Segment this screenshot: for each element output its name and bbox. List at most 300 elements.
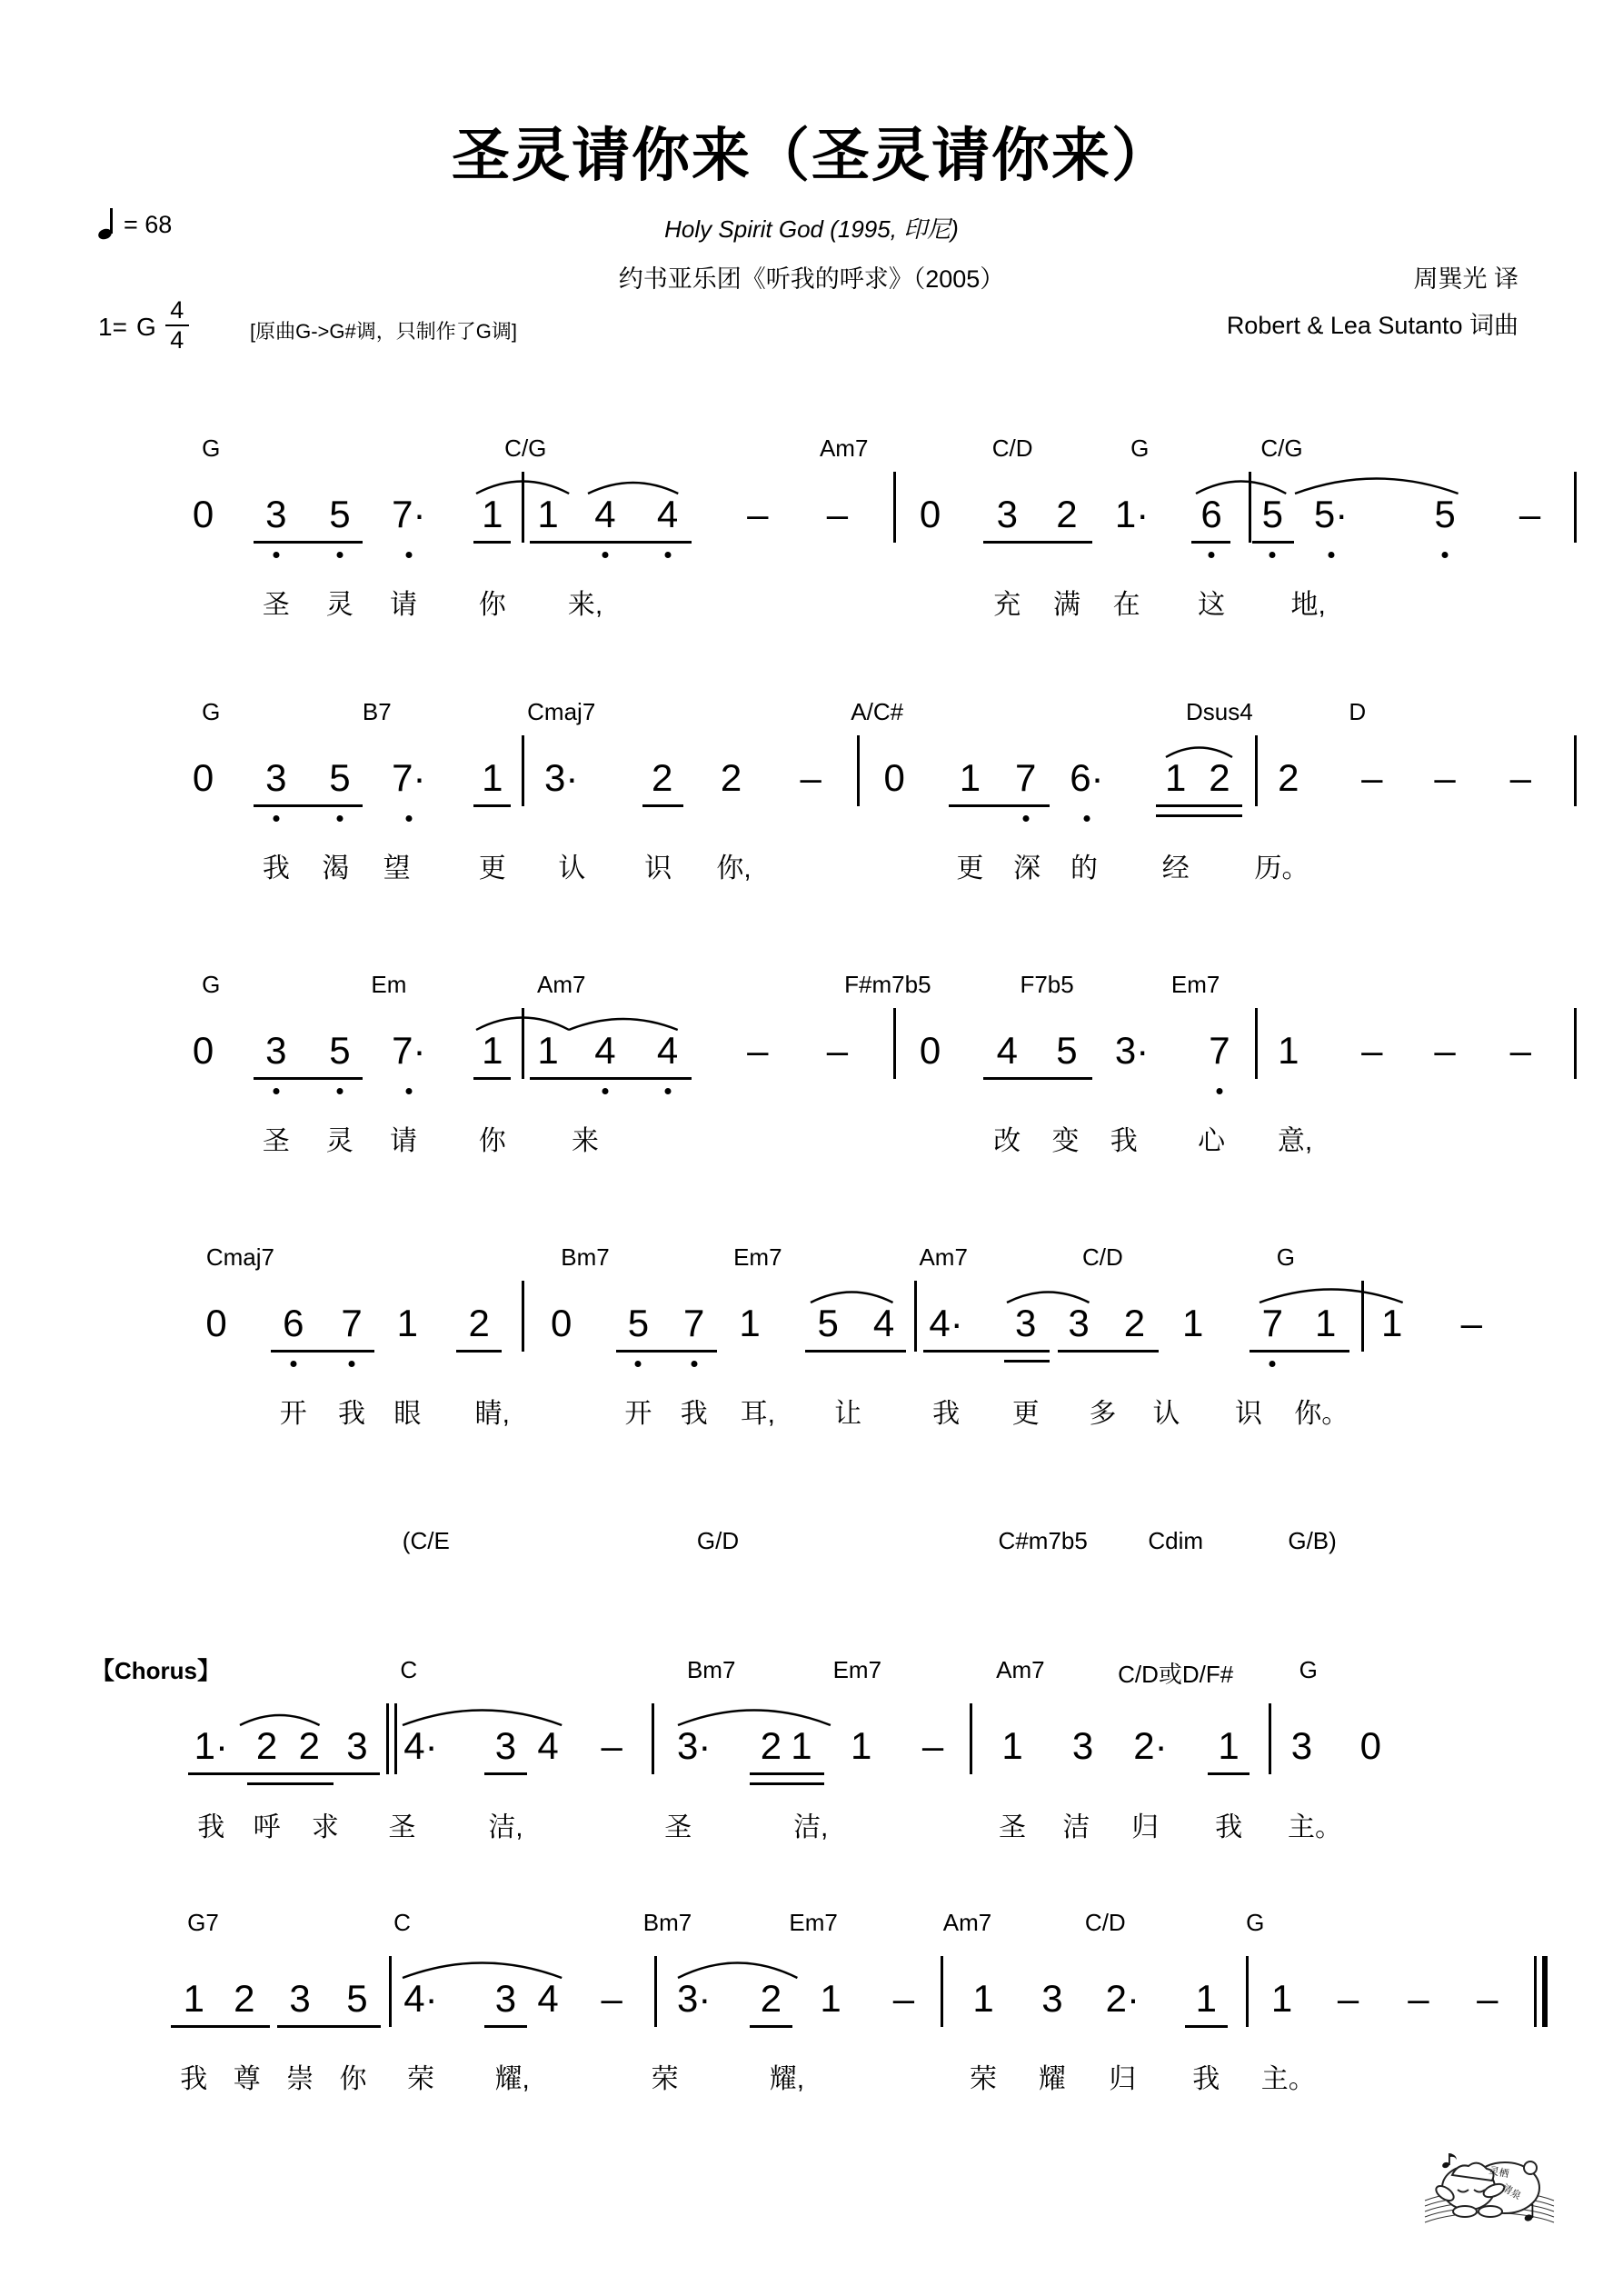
chord-symbol: C/D bbox=[991, 434, 1033, 462]
note-number: 7 bbox=[341, 1302, 363, 1344]
lyric-syllable: 耳, bbox=[740, 1399, 775, 1429]
note-number: 5 bbox=[329, 493, 351, 535]
beam-line bbox=[277, 2025, 381, 2028]
chord-symbol: F7b5 bbox=[1020, 971, 1074, 998]
octave-dot bbox=[349, 1361, 355, 1367]
beam-line bbox=[642, 804, 683, 807]
note-number: 7 bbox=[683, 1302, 705, 1344]
note-number: 4 bbox=[656, 493, 679, 535]
note-number: 1 bbox=[183, 1977, 204, 2020]
note-number: 6· bbox=[1070, 756, 1104, 799]
slur-arc bbox=[678, 1951, 797, 1980]
note-number: 0 bbox=[1359, 1724, 1381, 1767]
beam-line bbox=[1250, 1350, 1349, 1353]
note-sustain-dash: – bbox=[1460, 1302, 1482, 1344]
note-number: 2 bbox=[1123, 1302, 1146, 1344]
lyric-syllable: 识 bbox=[644, 854, 672, 883]
note-sustain-dash: – bbox=[1361, 756, 1383, 799]
chord-symbol: G7 bbox=[187, 1909, 219, 1936]
octave-dot bbox=[664, 1088, 671, 1094]
barline bbox=[941, 1956, 943, 2027]
chord-symbol: D bbox=[1349, 698, 1367, 725]
barline bbox=[914, 1281, 917, 1352]
note-number: 7· bbox=[392, 493, 426, 535]
note-sustain-dash: – bbox=[601, 1977, 622, 2020]
note-number: 3 bbox=[494, 1977, 517, 2020]
note-number: 4 bbox=[656, 1029, 679, 1072]
note-number: 2 bbox=[760, 1724, 782, 1767]
lyric-syllable: 睛, bbox=[474, 1399, 510, 1429]
lyric-syllable: 我 bbox=[680, 1399, 708, 1429]
note-number: 5 bbox=[329, 756, 351, 799]
note-number: 3 bbox=[346, 1724, 368, 1767]
note-number: 4· bbox=[403, 1724, 438, 1767]
lyric-syllable: 洁, bbox=[793, 1812, 829, 1842]
note-number: 4 bbox=[537, 1724, 559, 1767]
octave-dot bbox=[691, 1361, 697, 1367]
lyric-syllable: 荣 bbox=[406, 2064, 434, 2094]
lyric-syllable: 来, bbox=[567, 590, 603, 620]
note-number: 0 bbox=[551, 1302, 573, 1344]
note-number: 2 bbox=[760, 1977, 782, 2020]
chord-symbol: B7 bbox=[362, 698, 392, 725]
key-signature bbox=[98, 296, 189, 354]
note-number: 0 bbox=[883, 756, 905, 799]
note-sustain-dash: – bbox=[826, 1029, 849, 1072]
alt-chord-symbol: Cdim bbox=[1148, 1527, 1204, 1554]
lyric-syllable: 识 bbox=[1235, 1399, 1262, 1429]
barline bbox=[522, 735, 524, 806]
note-sustain-dash: – bbox=[892, 1977, 915, 2020]
octave-dot bbox=[664, 552, 671, 558]
alt-chord-symbol: G/D bbox=[696, 1527, 740, 1554]
beam-line bbox=[530, 541, 692, 544]
slur-arc bbox=[1007, 1284, 1090, 1304]
barline bbox=[652, 1703, 654, 1774]
note-sustain-dash: – bbox=[800, 756, 821, 799]
lyric-syllable: 深 bbox=[1013, 854, 1041, 883]
lyric-syllable: 更 bbox=[478, 854, 506, 883]
beam-line bbox=[171, 2025, 269, 2028]
note-number: 5 bbox=[817, 1302, 839, 1344]
time-signature-denominator: 4 bbox=[170, 326, 184, 354]
barline bbox=[1574, 472, 1577, 543]
lyric-syllable: 历。 bbox=[1254, 854, 1309, 883]
lyric-syllable: 主。 bbox=[1288, 1812, 1342, 1842]
barline bbox=[857, 735, 860, 806]
slur-arc bbox=[811, 1284, 893, 1304]
chord-symbol: C/D bbox=[1084, 1909, 1126, 1936]
note-number: 1 bbox=[972, 1977, 994, 2020]
lyric-syllable: 灵 bbox=[325, 590, 353, 620]
note-number: 7· bbox=[392, 756, 426, 799]
barline bbox=[970, 1703, 972, 1774]
note-number: 4 bbox=[537, 1977, 559, 2020]
chord-symbol: Em7 bbox=[733, 1243, 782, 1271]
lyric-syllable: 的 bbox=[1070, 854, 1098, 883]
lyric-syllable: 我 bbox=[1110, 1126, 1138, 1156]
note-sustain-dash: – bbox=[1361, 1029, 1383, 1072]
note-number: 2 bbox=[298, 1724, 320, 1767]
note-number: 2 bbox=[720, 756, 742, 799]
octave-dot bbox=[405, 1088, 412, 1094]
octave-dot bbox=[1328, 552, 1334, 558]
beam-line bbox=[1208, 1772, 1250, 1775]
chord-symbol: Em bbox=[371, 971, 407, 998]
lyric-syllable: 你。 bbox=[1294, 1399, 1349, 1429]
credit-translator: 周巽光 译 bbox=[1413, 265, 1518, 293]
note-number: 1 bbox=[482, 756, 503, 799]
lyric-syllable: 灵 bbox=[325, 1126, 353, 1156]
note-number: 0 bbox=[205, 1302, 227, 1344]
chord-symbol: Am7 bbox=[819, 434, 869, 462]
note-number: 5 bbox=[1056, 1029, 1078, 1072]
note-number: 3· bbox=[544, 756, 579, 799]
note-number: 1 bbox=[1181, 1302, 1204, 1344]
beam-line bbox=[456, 1350, 502, 1353]
note-number: 3 bbox=[265, 756, 287, 799]
lyric-syllable: 让 bbox=[834, 1399, 862, 1429]
note-number: 4 bbox=[594, 493, 616, 535]
note-number: 4· bbox=[403, 1977, 438, 2020]
barline bbox=[893, 472, 896, 543]
chord-symbol: Am7 bbox=[996, 1656, 1045, 1683]
note-number: 1 bbox=[537, 493, 559, 535]
chord-symbol: Am7 bbox=[942, 1909, 992, 1936]
chord-symbol: Cmaj7 bbox=[527, 698, 596, 725]
page-title: 圣灵请你来（圣灵请你来） bbox=[452, 123, 1171, 188]
note-number: 1 bbox=[1001, 1724, 1023, 1767]
lyric-syllable: 满 bbox=[1052, 590, 1080, 620]
note-number: 1 bbox=[396, 1302, 419, 1344]
alt-chord-symbol: C#m7b5 bbox=[998, 1527, 1088, 1554]
lyric-syllable: 我 bbox=[197, 1812, 225, 1842]
logo-text-1: 灵栖 bbox=[1488, 2165, 1510, 2181]
note-number: 5· bbox=[1313, 493, 1349, 535]
slur-arc bbox=[569, 1011, 678, 1032]
beam-line bbox=[247, 1782, 334, 1785]
note-number: 2· bbox=[1105, 1977, 1140, 2020]
subtitle-english: Holy Spirit God (1995, 印尼) bbox=[664, 215, 959, 243]
note-number: 1 bbox=[1165, 756, 1187, 799]
note-number: 6 bbox=[1200, 493, 1222, 535]
note-number: 6 bbox=[283, 1302, 304, 1344]
lyric-syllable: 开 bbox=[624, 1399, 652, 1429]
slur-arc bbox=[476, 1008, 569, 1032]
chord-symbol: Am7 bbox=[919, 1243, 968, 1271]
chord-symbol: C/G bbox=[1260, 434, 1303, 462]
lyric-syllable: 圣 bbox=[262, 1126, 290, 1156]
octave-dot bbox=[405, 552, 412, 558]
beam-line bbox=[271, 1350, 374, 1353]
note-number: 7 bbox=[1015, 756, 1037, 799]
chord-symbol: C bbox=[400, 1656, 418, 1683]
note-number: 1 bbox=[850, 1724, 872, 1767]
beam-line bbox=[530, 1077, 692, 1080]
barline bbox=[1269, 1703, 1271, 1774]
note-number: 3 bbox=[265, 493, 287, 535]
note-number: 4 bbox=[996, 1029, 1018, 1072]
note-number: 1 bbox=[1380, 1302, 1403, 1344]
note-sustain-dash: – bbox=[1509, 1029, 1531, 1072]
logo-text-2: 清泉 bbox=[1499, 2182, 1523, 2202]
note-sustain-dash: – bbox=[1434, 756, 1456, 799]
chord-symbol: Bm7 bbox=[686, 1656, 736, 1683]
note-number: 3 bbox=[1068, 1302, 1090, 1344]
note-number: 1 bbox=[959, 756, 981, 799]
chord-symbol: F#m7b5 bbox=[844, 971, 931, 998]
chord-symbol: G bbox=[202, 434, 221, 462]
lyric-syllable: 你 bbox=[478, 1126, 506, 1156]
barline bbox=[893, 1008, 896, 1079]
tempo-marking bbox=[98, 211, 172, 239]
lyric-syllable: 在 bbox=[1112, 590, 1140, 620]
octave-dot bbox=[290, 1361, 296, 1367]
note-sustain-dash: – bbox=[747, 493, 769, 535]
note-number: 1 bbox=[1278, 1029, 1299, 1072]
chord-symbol: Bm7 bbox=[642, 1909, 692, 1936]
note-number: 1 bbox=[482, 493, 503, 535]
note-number: 4· bbox=[929, 1302, 963, 1344]
chord-symbol: G bbox=[1299, 1656, 1318, 1683]
note-number: 2 bbox=[234, 1977, 255, 2020]
lyric-syllable: 圣 bbox=[388, 1812, 416, 1842]
note-number: 3· bbox=[677, 1977, 712, 2020]
beam-line bbox=[750, 2025, 792, 2028]
chord-symbol: G bbox=[202, 698, 221, 725]
note-sustain-dash: – bbox=[1477, 1977, 1499, 2020]
lyric-syllable: 望 bbox=[383, 854, 411, 883]
beam-line bbox=[1004, 1360, 1050, 1363]
key-value: G bbox=[135, 313, 156, 341]
note-number: 5 bbox=[627, 1302, 650, 1344]
note-sustain-dash: – bbox=[1518, 493, 1541, 535]
beam-line bbox=[1058, 1350, 1159, 1353]
beam-line bbox=[484, 1772, 527, 1775]
lyric-syllable: 耀 bbox=[1038, 2064, 1066, 2094]
note-number: 1 bbox=[1195, 1977, 1217, 2020]
barline bbox=[1255, 1008, 1258, 1079]
lyric-syllable: 归 bbox=[1131, 1812, 1160, 1842]
beam-line bbox=[750, 1782, 824, 1785]
final-barline bbox=[1534, 1956, 1547, 2027]
alt-chord-symbol: (C/E bbox=[402, 1527, 450, 1554]
chord-symbol: Cmaj7 bbox=[205, 1243, 274, 1271]
lyric-syllable: 改 bbox=[993, 1126, 1021, 1156]
lyric-syllable: 心 bbox=[1198, 1126, 1226, 1156]
barline bbox=[1255, 735, 1258, 806]
note-number: 1· bbox=[1114, 493, 1150, 535]
note-number: 5 bbox=[1261, 493, 1283, 535]
chord-symbol: Em7 bbox=[832, 1656, 882, 1683]
note-number: 0 bbox=[919, 1029, 941, 1072]
note-sustain-dash: – bbox=[921, 1724, 944, 1767]
sheep-logo-icon bbox=[1421, 2148, 1558, 2261]
lyric-syllable: 圣 bbox=[999, 1812, 1027, 1842]
note-number: 2 bbox=[1278, 756, 1299, 799]
barline bbox=[389, 1956, 392, 2027]
lyric-syllable: 呼 bbox=[253, 1812, 281, 1842]
note-number: 1 bbox=[739, 1302, 761, 1344]
note-number: 0 bbox=[919, 493, 941, 535]
slur-arc bbox=[403, 1951, 562, 1980]
lyric-syllable: 开 bbox=[279, 1399, 307, 1429]
note-number: 1 bbox=[820, 1977, 841, 2020]
beam-line bbox=[473, 1077, 511, 1080]
subtitle-chinese: 约书亚乐团《听我的呼求》（2005） bbox=[618, 265, 1005, 293]
time-signature-numerator: 4 bbox=[170, 296, 184, 324]
chord-symbol: Em7 bbox=[789, 1909, 838, 1936]
note-number: 3 bbox=[996, 493, 1018, 535]
lyric-syllable: 崇 bbox=[286, 2064, 314, 2094]
lyric-syllable: 我 bbox=[338, 1399, 366, 1429]
time-signature bbox=[165, 298, 189, 353]
chorus-label: 【Chorus】 bbox=[91, 1657, 222, 1684]
octave-dot bbox=[1270, 552, 1276, 558]
note-number: 2 bbox=[255, 1724, 278, 1767]
beam-line bbox=[1156, 804, 1242, 807]
note-number: 1 bbox=[1218, 1724, 1240, 1767]
note-number: 3 bbox=[265, 1029, 287, 1072]
octave-dot bbox=[1270, 1361, 1276, 1367]
note-sustain-dash: – bbox=[1509, 756, 1531, 799]
lyric-syllable: 尊 bbox=[233, 2064, 261, 2094]
lyric-syllable: 耀, bbox=[769, 2064, 805, 2094]
slur-arc bbox=[403, 1698, 562, 1727]
note-sustain-dash: – bbox=[1434, 1029, 1456, 1072]
beam-line bbox=[254, 541, 363, 544]
lyric-syllable: 我 bbox=[1192, 2064, 1220, 2094]
note-number: 3 bbox=[1290, 1724, 1313, 1767]
barline bbox=[522, 1281, 524, 1352]
slur-arc bbox=[240, 1708, 320, 1727]
slur-arc bbox=[1295, 466, 1459, 495]
slur-arc bbox=[1166, 741, 1232, 759]
lyric-syllable: 地, bbox=[1290, 590, 1326, 620]
octave-dot bbox=[273, 815, 279, 822]
note-number: 0 bbox=[192, 756, 214, 799]
beam-line bbox=[473, 804, 511, 807]
lyric-syllable: 变 bbox=[1051, 1126, 1080, 1156]
beam-line bbox=[1156, 814, 1242, 817]
octave-dot bbox=[1022, 815, 1029, 822]
octave-dot bbox=[1442, 552, 1449, 558]
note-sustain-dash: – bbox=[826, 493, 849, 535]
lyric-syllable: 请 bbox=[389, 1126, 417, 1156]
lyric-syllable: 更 bbox=[1011, 1399, 1040, 1429]
chord-symbol: C/D bbox=[1082, 1243, 1123, 1271]
lyric-syllable: 我 bbox=[1215, 1812, 1243, 1842]
slur-arc bbox=[1196, 472, 1286, 495]
note-sustain-dash: – bbox=[1408, 1977, 1429, 2020]
lyric-syllable: 洁, bbox=[488, 1812, 523, 1842]
beam-line bbox=[923, 1350, 1050, 1353]
octave-dot bbox=[273, 1088, 279, 1094]
lyric-syllable: 来 bbox=[572, 1126, 599, 1156]
chord-symbol: Bm7 bbox=[561, 1243, 610, 1271]
note-sustain-dash: – bbox=[1337, 1977, 1359, 2020]
chord-symbol: C/D或D/F# bbox=[1118, 1661, 1234, 1688]
beam-line bbox=[1252, 541, 1293, 544]
lyric-syllable: 经 bbox=[1161, 854, 1190, 883]
chord-symbol: Em7 bbox=[1170, 971, 1220, 998]
beam-line bbox=[983, 541, 1092, 544]
alt-chord-symbol: G/B) bbox=[1288, 1527, 1337, 1554]
key-note: [原曲G->G#调，只制作了G调] bbox=[250, 320, 517, 343]
lyric-syllable: 眼 bbox=[393, 1399, 422, 1429]
note-number: 1 bbox=[1314, 1302, 1337, 1344]
beam-line bbox=[473, 541, 511, 544]
octave-dot bbox=[602, 552, 608, 558]
lyric-syllable: 认 bbox=[1152, 1399, 1180, 1429]
barline bbox=[654, 1956, 657, 2027]
note-number: 1 bbox=[537, 1029, 559, 1072]
quarter-note-icon bbox=[98, 212, 118, 239]
note-number: 1 bbox=[1270, 1977, 1293, 2020]
octave-dot bbox=[336, 815, 343, 822]
note-number: 4 bbox=[872, 1302, 895, 1344]
lyric-syllable: 渴 bbox=[322, 854, 350, 883]
octave-dot bbox=[1083, 815, 1090, 822]
note-number: 3· bbox=[677, 1724, 712, 1767]
octave-dot bbox=[1216, 1088, 1222, 1094]
note-number: 7· bbox=[392, 1029, 426, 1072]
slur-arc bbox=[476, 472, 569, 495]
note-number: 3 bbox=[1015, 1302, 1037, 1344]
chord-symbol: G bbox=[1130, 434, 1150, 462]
note-number: 7 bbox=[1209, 1029, 1230, 1072]
lyric-syllable: 圣 bbox=[664, 1812, 692, 1842]
note-number: 2 bbox=[468, 1302, 490, 1344]
octave-dot bbox=[336, 1088, 343, 1094]
slur-arc bbox=[1260, 1279, 1403, 1304]
lyric-syllable: 荣 bbox=[651, 2064, 679, 2094]
chord-symbol: A/C# bbox=[851, 698, 904, 725]
octave-dot bbox=[273, 552, 279, 558]
beam-line bbox=[484, 2025, 527, 2028]
double-barline bbox=[386, 1703, 399, 1774]
lyric-syllable: 荣 bbox=[970, 2064, 997, 2094]
barline bbox=[1574, 735, 1577, 806]
barline bbox=[1246, 1956, 1249, 2027]
beam-line bbox=[188, 1772, 379, 1775]
chord-symbol: G bbox=[1246, 1909, 1265, 1936]
note-number: 3· bbox=[1114, 1029, 1150, 1072]
note-number: 5 bbox=[1434, 493, 1456, 535]
slur-arc bbox=[588, 474, 678, 495]
tempo-value: = 68 bbox=[124, 211, 173, 238]
note-number: 0 bbox=[192, 493, 214, 535]
lyric-syllable: 充 bbox=[993, 590, 1021, 620]
chord-symbol: Dsus4 bbox=[1186, 698, 1253, 725]
note-number: 0 bbox=[192, 1029, 214, 1072]
beam-line bbox=[254, 804, 363, 807]
lyric-syllable: 主。 bbox=[1260, 2064, 1316, 2094]
lyric-syllable: 你 bbox=[339, 2064, 367, 2094]
note-number: 5 bbox=[346, 1977, 368, 2020]
lyric-syllable: 圣 bbox=[262, 590, 290, 620]
chord-symbol: C bbox=[393, 1909, 411, 1936]
lyric-syllable: 我 bbox=[932, 1399, 961, 1429]
note-number: 2 bbox=[1209, 756, 1230, 799]
octave-dot bbox=[1209, 552, 1215, 558]
lyric-syllable: 我 bbox=[180, 2064, 208, 2094]
beam-line bbox=[750, 1772, 824, 1775]
note-number: 3 bbox=[1041, 1977, 1063, 2020]
octave-dot bbox=[602, 1088, 608, 1094]
lyric-syllable: 你, bbox=[716, 854, 752, 883]
chord-symbol: G bbox=[1276, 1243, 1295, 1271]
